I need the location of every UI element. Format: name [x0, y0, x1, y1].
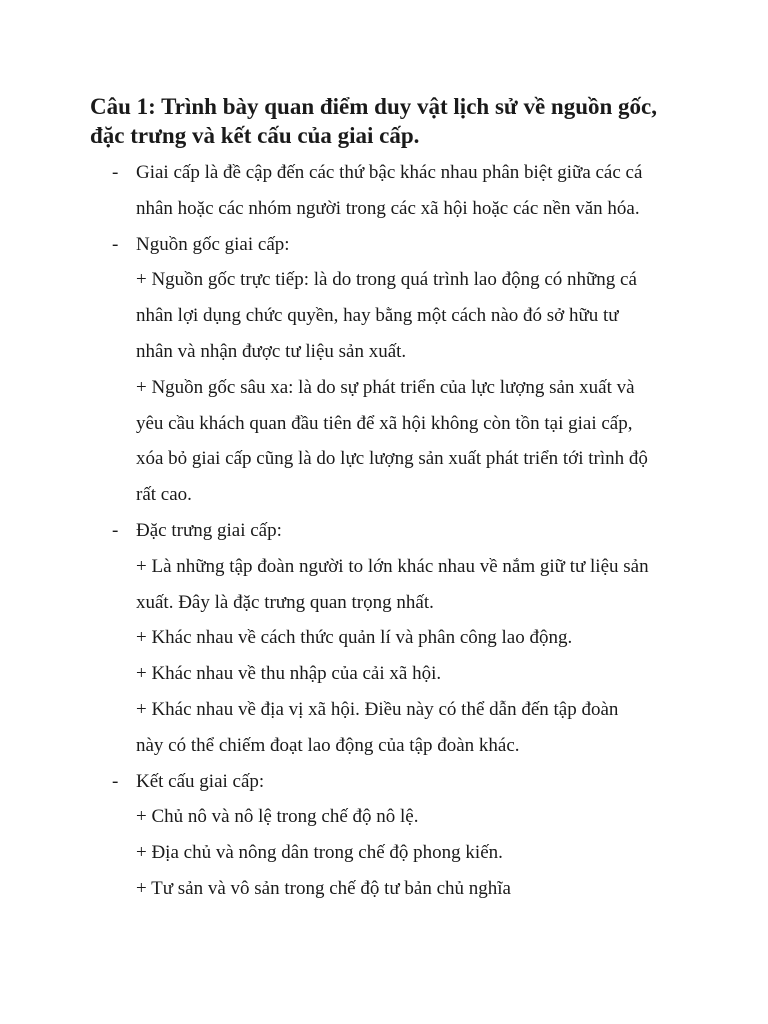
title-line-2: đặc trưng và kết cấu của giai cấp. — [90, 123, 420, 148]
list-item-origin — [0, 227, 696, 513]
paragraph-line: + Khác nhau về cách thức quản lí và phân công lao động. — [136, 627, 573, 649]
paragraph-line: nhân lợi dụng chức quyền, hay bằng một cách nào đó sở hữu tư — [136, 305, 619, 327]
paragraph-line: + Khác nhau về địa vị xã hội. Điều này có thể dẫn đến tập đoàn — [136, 698, 619, 720]
section-heading: Đặc trưng giai cấp: — [136, 519, 282, 541]
paragraph-line: Giai cấp là đề cập đến các thứ bậc khác nhau phân biệt giữa các cá — [136, 162, 643, 183]
list-item-characteristics — [0, 513, 696, 764]
paragraph-line: nhân hoặc các nhóm người trong các xã hội hoặc các nền văn hóa. — [136, 197, 640, 219]
paragraph-line: + Nguồn gốc trực tiếp: là do trong quá trình lao động có những cá — [136, 269, 637, 291]
paragraph-line: + Nguồn gốc sâu xa: là do sự phát triển của lực lượng sản xuất và — [136, 376, 635, 398]
bullet-dash: - — [112, 233, 119, 255]
paragraph-line: nhân và nhận được tư liệu sản xuất. — [136, 340, 407, 362]
paragraph-line: + Khác nhau về thu nhập của cải xã hội. — [136, 663, 442, 685]
paragraph-line: xóa bỏ giai cấp cũng là do lực lượng sản xuất phát triển tới trình độ — [136, 448, 648, 470]
list-item-structure — [0, 764, 696, 907]
paragraph-line: này có thể chiếm đoạt lao động của tập đoàn khác. — [136, 734, 520, 756]
bullet-dash: - — [112, 519, 119, 541]
bullet-list — [0, 155, 768, 907]
document-title — [90, 92, 710, 150]
paragraph-line: + Địa chủ và nông dân trong chế độ phong kiến. — [136, 842, 503, 864]
bullet-dash: - — [112, 162, 119, 183]
paragraph-line: + Tư sản và vô sản trong chế độ tư bản chủ nghĩa — [136, 877, 511, 899]
paragraph-line: rất cao. — [136, 484, 192, 506]
bullet-dash: - — [112, 770, 119, 792]
paragraph-line: + Chủ nô và nô lệ trong chế độ nô lệ. — [136, 806, 419, 828]
list-item-definition — [0, 155, 696, 227]
paragraph-line: + Là những tập đoàn người to lớn khác nhau về nắm giữ tư liệu sản — [136, 555, 649, 577]
paragraph-line: yêu cầu khách quan đầu tiên để xã hội không còn tồn tại giai cấp, — [136, 412, 633, 434]
section-heading: Nguồn gốc giai cấp: — [136, 233, 290, 255]
title-line-1: Câu 1: Trình bày quan điểm duy vật lịch sử về nguồn gốc, — [90, 94, 657, 119]
section-heading: Kết cấu giai cấp: — [136, 770, 265, 792]
paragraph-line: xuất. Đây là đặc trưng quan trọng nhất. — [136, 591, 434, 613]
